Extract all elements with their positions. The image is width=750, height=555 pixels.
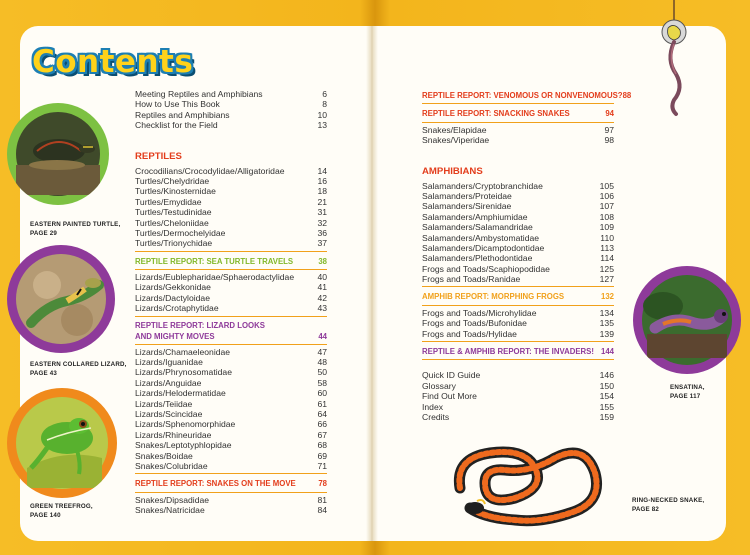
toc-entry[interactable] (422, 233, 614, 243)
divider (135, 492, 327, 493)
right-contents-list (422, 86, 632, 422)
toc-entry[interactable] (135, 166, 327, 176)
toc-entry[interactable] (422, 212, 614, 222)
report-page: 94 (605, 109, 614, 119)
turtle-caption (30, 221, 120, 238)
entry-label: Crocodilians/Crocodylidae/Alligatoridae (135, 165, 285, 176)
toc-entry[interactable] (135, 110, 327, 120)
entry-page: 105 (599, 180, 614, 191)
ring-necked-snake-photo (445, 428, 605, 533)
entry-page: 43 (317, 303, 327, 314)
entry-label: Lizards/Scincidae (135, 408, 203, 419)
entry-page: 150 (599, 380, 614, 391)
divider (135, 473, 327, 474)
entry-label: Turtles/Testudinidae (135, 207, 212, 218)
entry-label: Salamanders/Dicamptodontidae (422, 242, 545, 253)
caption-line: PAGE 140 (30, 511, 61, 519)
toc-entry[interactable] (135, 505, 327, 515)
snake-caption (632, 497, 704, 514)
entry-page: 106 (599, 190, 614, 201)
entry-label: Checklist for the Field (135, 120, 218, 131)
divider (422, 103, 614, 104)
toc-entry[interactable] (135, 176, 327, 186)
entry-label: Lizards/Gekkonidae (135, 282, 211, 293)
entry-page: 146 (599, 370, 614, 381)
collared-lizard-photo (7, 245, 115, 353)
hanging-chameleon-illustration (652, 0, 696, 118)
toc-entry[interactable] (135, 419, 327, 429)
entry-page: 21 (317, 196, 327, 207)
toc-entry[interactable] (422, 253, 614, 263)
divider (135, 251, 327, 252)
entry-label: Snakes/Viperidae (422, 135, 490, 146)
green-treefrog-photo (7, 388, 117, 498)
frog-caption (30, 503, 93, 520)
toc-entry[interactable] (135, 399, 327, 409)
entry-page: 36 (317, 227, 327, 238)
entry-page: 14 (317, 165, 327, 176)
toc-entry[interactable] (422, 243, 614, 253)
entry-page: 69 (317, 450, 327, 461)
lizard-caption (30, 361, 127, 378)
entry-page: 125 (599, 263, 614, 274)
toc-entry[interactable] (422, 222, 614, 232)
amphibians-heading: AMPHIBIANS (422, 165, 483, 177)
toc-entry[interactable] (135, 99, 327, 109)
entry-page: 135 (599, 318, 614, 329)
caption-line: RING-NECKED SNAKE, (632, 497, 705, 504)
entry-label: Turtles/Chelydridae (135, 175, 210, 186)
entry-page: 40 (317, 272, 327, 283)
toc-entry[interactable] (422, 402, 614, 412)
toc-entry[interactable] (422, 201, 614, 211)
caption-line: PAGE 82 (632, 505, 660, 513)
toc-entry[interactable] (135, 228, 327, 238)
entry-label: Quick ID Guide (422, 370, 481, 381)
entry-page: 113 (600, 242, 614, 253)
toc-entry[interactable] (422, 308, 614, 318)
toc-entry[interactable] (135, 378, 327, 388)
toc-report-morphing-frogs[interactable] (422, 291, 614, 301)
entry-label: Lizards/Crotaphytidae (135, 303, 219, 314)
entry-label: Salamanders/Proteidae (422, 190, 512, 201)
entry-page: 42 (317, 292, 327, 303)
ensatina-caption (670, 384, 705, 401)
toc-entry[interactable] (135, 197, 327, 207)
toc-report-snacking-snakes[interactable] (422, 108, 614, 118)
entry-label: Turtles/Cheloniidae (135, 217, 209, 228)
entry-page: 8 (322, 99, 327, 110)
entry-label: Snakes/Dipsadidae (135, 494, 210, 505)
entry-label: Salamanders/Salamandridae (422, 222, 533, 233)
entry-page: 60 (317, 388, 327, 399)
toc-entry[interactable] (422, 274, 614, 284)
caption-line: EASTERN COLLARED LIZARD, (30, 361, 127, 368)
entry-page: 139 (599, 328, 614, 339)
reptiles-heading: REPTILES (135, 150, 182, 162)
entry-label: Index (422, 401, 444, 412)
entry-label: Salamanders/Cryptobranchidae (422, 180, 543, 191)
divider (135, 316, 327, 317)
caption-line: PAGE 43 (30, 369, 58, 377)
entry-page: 67 (317, 429, 327, 440)
book-gutter (366, 26, 378, 541)
entry-page: 71 (317, 460, 327, 471)
toc-entry[interactable] (422, 125, 614, 135)
toc-entry[interactable] (135, 388, 327, 398)
toc-entry[interactable] (135, 440, 327, 450)
report-label: REPTILE REPORT: VENOMOUS OR NONVENOMOUS? (422, 91, 623, 100)
entry-page: 84 (317, 505, 327, 516)
entry-page: 110 (600, 232, 614, 243)
entry-label: Lizards/Iguanidae (135, 357, 203, 368)
entry-page: 41 (317, 282, 327, 293)
entry-label: Frogs and Toads/Scaphiopodidae (422, 263, 550, 274)
entry-page: 98 (604, 135, 614, 146)
toc-entry[interactable] (135, 303, 327, 313)
entry-page: 48 (317, 357, 327, 368)
divider (135, 344, 327, 345)
entry-label: Salamanders/Amphiumidae (422, 211, 528, 222)
entry-label: Frogs and Toads/Hylidae (422, 328, 517, 339)
entry-label: Reptiles and Amphibians (135, 109, 230, 120)
painted-turtle-photo (7, 103, 109, 205)
entry-label: Snakes/Leptotyphlopidae (135, 440, 232, 451)
report-label-line1: REPTILE REPORT: LIZARD LOOKS (135, 320, 265, 330)
entry-label: Salamanders/Sirenidae (422, 201, 512, 212)
entry-page: 154 (599, 391, 614, 402)
entry-label: How to Use This Book (135, 99, 220, 110)
toc-entry[interactable] (422, 329, 614, 339)
entry-label: Snakes/Colubridae (135, 460, 208, 471)
entry-page: 16 (317, 175, 327, 186)
entry-label: Turtles/Dermochelyidae (135, 227, 226, 238)
toc-report-venomous[interactable] (422, 90, 632, 100)
divider (422, 122, 614, 123)
toc-entry[interactable] (422, 135, 614, 145)
toc-entry[interactable] (135, 430, 327, 440)
toc-entry[interactable] (135, 293, 327, 303)
divider (422, 305, 614, 306)
page-title: Contents (32, 44, 194, 80)
entry-label: Snakes/Natricidae (135, 505, 205, 516)
toc-entry[interactable] (422, 264, 614, 274)
entry-label: Lizards/Sphenomorphidae (135, 419, 236, 430)
toc-entry[interactable] (135, 186, 327, 196)
entry-label: Snakes/Elapidae (422, 124, 487, 135)
report-label: REPTILE REPORT: SEA TURTLE TRAVELS (135, 256, 294, 266)
entry-page: 81 (317, 494, 327, 505)
toc-report-snakes-on-move[interactable] (135, 478, 327, 488)
entry-label: Salamanders/Ambystomatidae (422, 232, 540, 243)
report-page: 144 (600, 347, 614, 357)
entry-page: 155 (599, 401, 614, 412)
report-label: AMPHIB REPORT: MORPHING FROGS (422, 292, 565, 302)
caption-line: PAGE 29 (30, 229, 58, 237)
report-label: REPTILE REPORT: SNAKES ON THE MOVE (135, 479, 296, 489)
entry-page: 66 (317, 419, 327, 430)
entry-page: 68 (317, 440, 327, 451)
toc-entry[interactable] (422, 191, 614, 201)
entry-page: 127 (599, 274, 614, 285)
divider (422, 341, 614, 342)
toc-entry[interactable] (422, 370, 614, 380)
divider (135, 269, 327, 270)
entry-label: Lizards/Helodermatidae (135, 388, 226, 399)
report-page: 38 (318, 256, 327, 266)
toc-entry[interactable] (135, 238, 327, 248)
entry-label: Lizards/Dactyloidae (135, 292, 210, 303)
entry-label: Lizards/Eublepharidae/Sphaerodactylidae (135, 272, 295, 283)
caption-line: ENSATINA, (670, 384, 705, 391)
entry-label: Lizards/Rhineuridae (135, 429, 212, 440)
caption-line: GREEN TREEFROG, (30, 503, 93, 510)
report-label: REPTILE REPORT: SNACKING SNAKES (422, 109, 570, 119)
toc-entry[interactable] (135, 218, 327, 228)
caption-line: EASTERN PAINTED TURTLE, (30, 221, 121, 228)
entry-page: 10 (317, 109, 327, 120)
entry-page: 47 (317, 346, 327, 357)
entry-label: Lizards/Chamaeleonidae (135, 346, 231, 357)
report-page: 44 (318, 331, 327, 341)
report-label-line2: AND MIGHTY MOVES (135, 331, 215, 341)
toc-entry[interactable] (135, 272, 327, 282)
toc-entry[interactable] (422, 412, 614, 422)
report-page: 132 (600, 292, 614, 302)
report-page: 78 (318, 479, 327, 489)
divider (422, 359, 614, 360)
toc-entry[interactable] (422, 318, 614, 328)
entry-page: 58 (317, 377, 327, 388)
toc-report-sea-turtle[interactable] (135, 256, 327, 266)
toc-entry[interactable] (135, 451, 327, 461)
entry-label: Frogs and Toads/Bufonidae (422, 318, 527, 329)
toc-entry[interactable] (135, 207, 327, 217)
entry-label: Lizards/Phrynosomatidae (135, 367, 232, 378)
entry-label: Frogs and Toads/Microhylidae (422, 307, 537, 318)
entry-page: 134 (599, 307, 614, 318)
toc-entry[interactable] (135, 120, 327, 130)
toc-entry[interactable] (135, 367, 327, 377)
report-label: REPTILE & AMPHIB REPORT: THE INVADERS! (422, 347, 594, 357)
entry-page: 114 (600, 253, 614, 264)
entry-label: Lizards/Anguidae (135, 377, 202, 388)
toc-report-invaders[interactable] (422, 346, 614, 356)
entry-label: Snakes/Boidae (135, 450, 193, 461)
report-page: 88 (622, 91, 632, 100)
toc-entry[interactable] (422, 181, 614, 191)
entry-label: Salamanders/Plethodontidae (422, 253, 533, 264)
entry-label: Turtles/Emydidae (135, 196, 202, 207)
entry-page: 109 (599, 222, 614, 233)
entry-label: Glossary (422, 380, 456, 391)
entry-page: 159 (599, 411, 614, 422)
divider (422, 286, 614, 287)
toc-entry[interactable] (422, 381, 614, 391)
entry-page: 18 (317, 186, 327, 197)
entry-label: Find Out More (422, 391, 477, 402)
left-contents-list (135, 89, 327, 516)
toc-entry[interactable] (135, 495, 327, 505)
entry-page: 108 (599, 211, 614, 222)
entry-page: 6 (322, 89, 327, 99)
toc-entry[interactable] (135, 282, 327, 292)
entry-page: 64 (317, 408, 327, 419)
entry-label: Frogs and Toads/Ranidae (422, 274, 521, 285)
caption-line: PAGE 117 (670, 392, 701, 400)
ensatina-photo (633, 266, 741, 374)
entry-label: Credits (422, 411, 450, 422)
entry-label: Lizards/Teiidae (135, 398, 193, 409)
entry-page: 50 (317, 367, 327, 378)
entry-page: 97 (604, 124, 614, 135)
toc-entry[interactable] (135, 409, 327, 419)
toc-entry[interactable] (422, 391, 614, 401)
toc-report-lizard-looks[interactable] (135, 320, 327, 342)
entry-page: 61 (317, 398, 327, 409)
toc-entry[interactable] (135, 461, 327, 471)
entry-page: 107 (599, 201, 614, 212)
toc-entry[interactable] (135, 357, 327, 367)
entry-page: 13 (317, 120, 327, 131)
toc-entry[interactable] (135, 89, 327, 99)
toc-entry[interactable] (135, 347, 327, 357)
entry-page: 32 (317, 217, 327, 228)
entry-label: Meeting Reptiles and Amphibians (135, 89, 263, 99)
entry-label: Turtles/Kinosternidae (135, 186, 216, 197)
entry-page: 37 (317, 238, 327, 249)
entry-page: 31 (317, 207, 327, 218)
entry-label: Turtles/Trionychidae (135, 238, 213, 249)
